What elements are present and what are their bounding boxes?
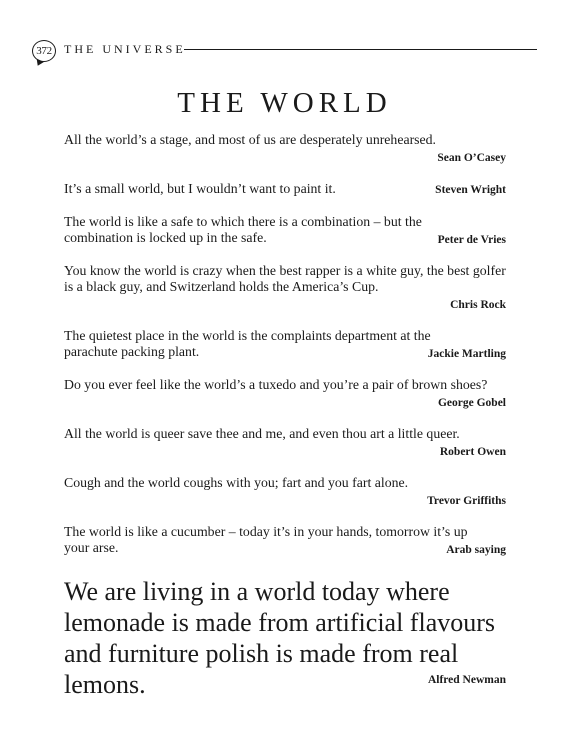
quote-text: The quietest place in the world is the complaints department at the parachute packing plant. [64,328,431,359]
featured-quote-text: We are living in a world today where lemonade is made from artificial flavours and furniture polish is made from real lemons. [64,577,496,699]
quote-author: Robert Owen [439,446,506,458]
page-number: 372 [36,45,52,57]
quote-item [64,475,506,509]
quote-item [64,524,506,558]
quote-text: The world is like a cucumber – today it’s in your hands, tomorrow it’s up your arse. [64,524,468,555]
quote-author: Jackie Martling [427,348,506,360]
page-title: THE WORLD [177,87,392,119]
quote-item [64,426,506,460]
quote-item [64,132,506,166]
quote-author: Arab saying [446,544,506,556]
quote-text: It’s a small world, but I wouldn’t want to paint it. [64,181,336,196]
quote-text: You know the world is crazy when the best rapper is a white guy, the best golfer is a black guy, and Switzerland holds the America’s Cup. [64,263,506,294]
running-header [32,40,537,62]
quote-item [64,377,506,411]
quote-item [64,214,506,248]
quote-text: All the world’s a stage, and most of us are desperately unrehearsed. [64,132,437,147]
header-rule [184,49,537,50]
quote-item [64,328,506,362]
quote-author: Peter de Vries [437,234,506,246]
featured-quote-author: Alfred Newman [427,674,506,686]
quote-text: All the world is queer save thee and me, and even thou art a little queer. [64,426,460,441]
quote-author: Chris Rock [450,299,506,311]
quote-author: Steven Wright [435,184,506,196]
quote-item [64,263,506,313]
quote-author: Sean O’Casey [437,152,506,164]
quote-text: The world is like a safe to which there is a combination – but the combination is locked up in the safe. [64,214,422,245]
speech-bubble-tail-icon [34,59,44,68]
page-number-badge [32,40,56,62]
featured-quote [64,576,506,700]
section-name: THE UNIVERSE [64,42,186,56]
quote-text: Cough and the world coughs with you; fart and you fart alone. [64,475,409,490]
quote-text: Do you ever feel like the world’s a tuxedo and you’re a pair of brown shoes? [64,377,488,392]
quote-author: Trevor Griffiths [427,495,506,507]
quote-item [64,181,506,198]
quote-author: George Gobel [437,397,506,409]
